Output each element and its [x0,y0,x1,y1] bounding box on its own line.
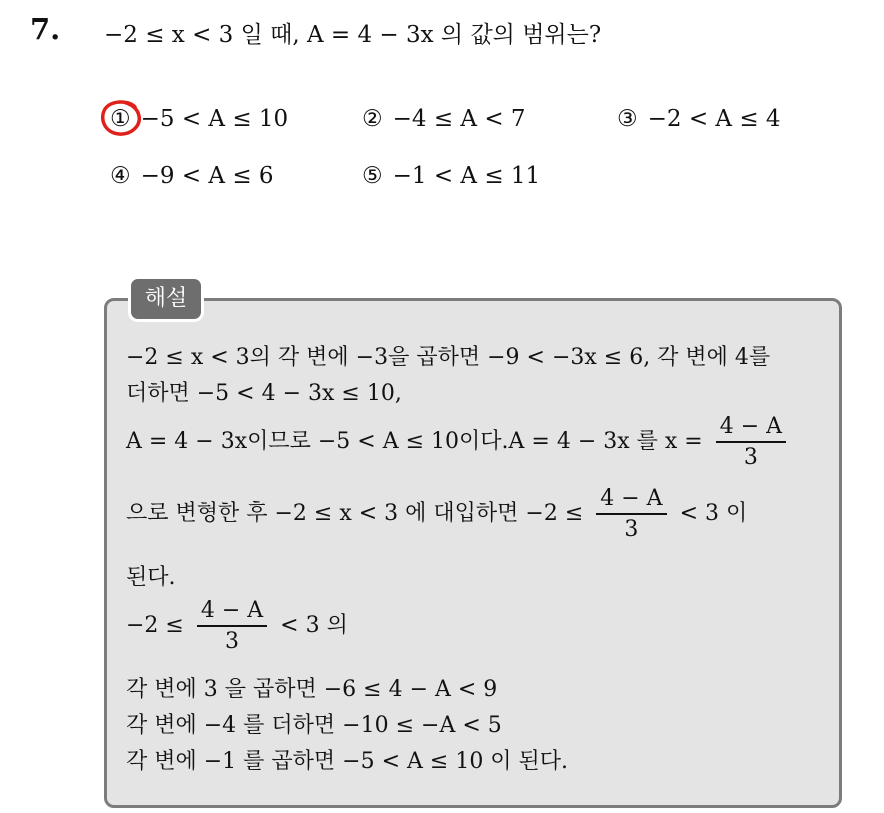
fraction-inequality [596,486,666,542]
solution-line-7: 각 변에 3 을 곱하면 −6 ≤ 4 − A < 9 [126,677,498,702]
fraction-numerator: 4 − A [197,598,267,627]
solution-line-8: 각 변에 −4 를 더하면 −10 ≤ −A < 5 [126,713,502,738]
choice-4-number: ④ [110,163,131,189]
fraction-denominator: 3 [624,517,639,542]
solution-line-3 [126,414,792,470]
choice-5[interactable] [362,163,540,189]
solution-line-4 [126,486,747,542]
choice-4[interactable] [110,163,274,189]
choice-3-text: −2 < A ≤ 4 [647,106,781,132]
choice-4-text: −9 < A ≤ 6 [140,163,274,189]
choice-3-number: ③ [617,106,638,132]
solution-line-5: 된다. [126,565,176,590]
choice-3[interactable] [617,106,781,132]
question-text: −2 ≤ x < 3 일 때, A = 4 − 3x 의 값의 범위는? [104,22,602,48]
solution-line-9: 각 변에 −1 를 곱하면 −5 < A ≤ 10 이 된다. [126,749,569,774]
choice-1-number: ① [110,106,131,132]
choice-2-number: ② [362,106,383,132]
choice-5-text: −1 < A ≤ 11 [392,163,541,189]
solution-line-4-text: 으로 변형한 후 −2 ≤ x < 3 에 대입하면 −2 ≤ [126,501,584,526]
answer-mark-circle-icon [99,98,143,138]
fraction-x-equals [716,414,786,470]
solution-line-1: −2 ≤ x < 3의 각 변에 −3을 곱하면 −9 < −3x ≤ 6, 각 변에 4를 [126,345,771,370]
solution-line-6-text: −2 ≤ [126,613,184,638]
solution-line-2: 더하면 −5 < 4 − 3x ≤ 10, [126,381,402,406]
choice-2[interactable] [362,106,526,132]
question-number: 7. [30,12,61,46]
solution-line-6-suffix: < 3 의 [280,613,348,638]
fraction-denominator: 3 [743,445,758,470]
fraction-inequality-2 [197,598,267,654]
solution-tab-label: 해설 [128,276,204,322]
solution-line-6 [126,598,348,654]
solution-line-4-suffix: < 3 이 [679,501,748,526]
solution-line-3-text: A = 4 − 3x이므로 −5 < A ≤ 10이다.A = 4 − 3x 를 x = [126,429,703,454]
fraction-denominator: 3 [225,629,240,654]
choice-2-text: −4 ≤ A < 7 [392,106,526,132]
fraction-numerator: 4 − A [596,486,666,515]
fraction-numerator: 4 − A [716,414,786,443]
choice-1-text: −5 < A ≤ 10 [140,106,289,132]
choice-5-number: ⑤ [362,163,383,189]
